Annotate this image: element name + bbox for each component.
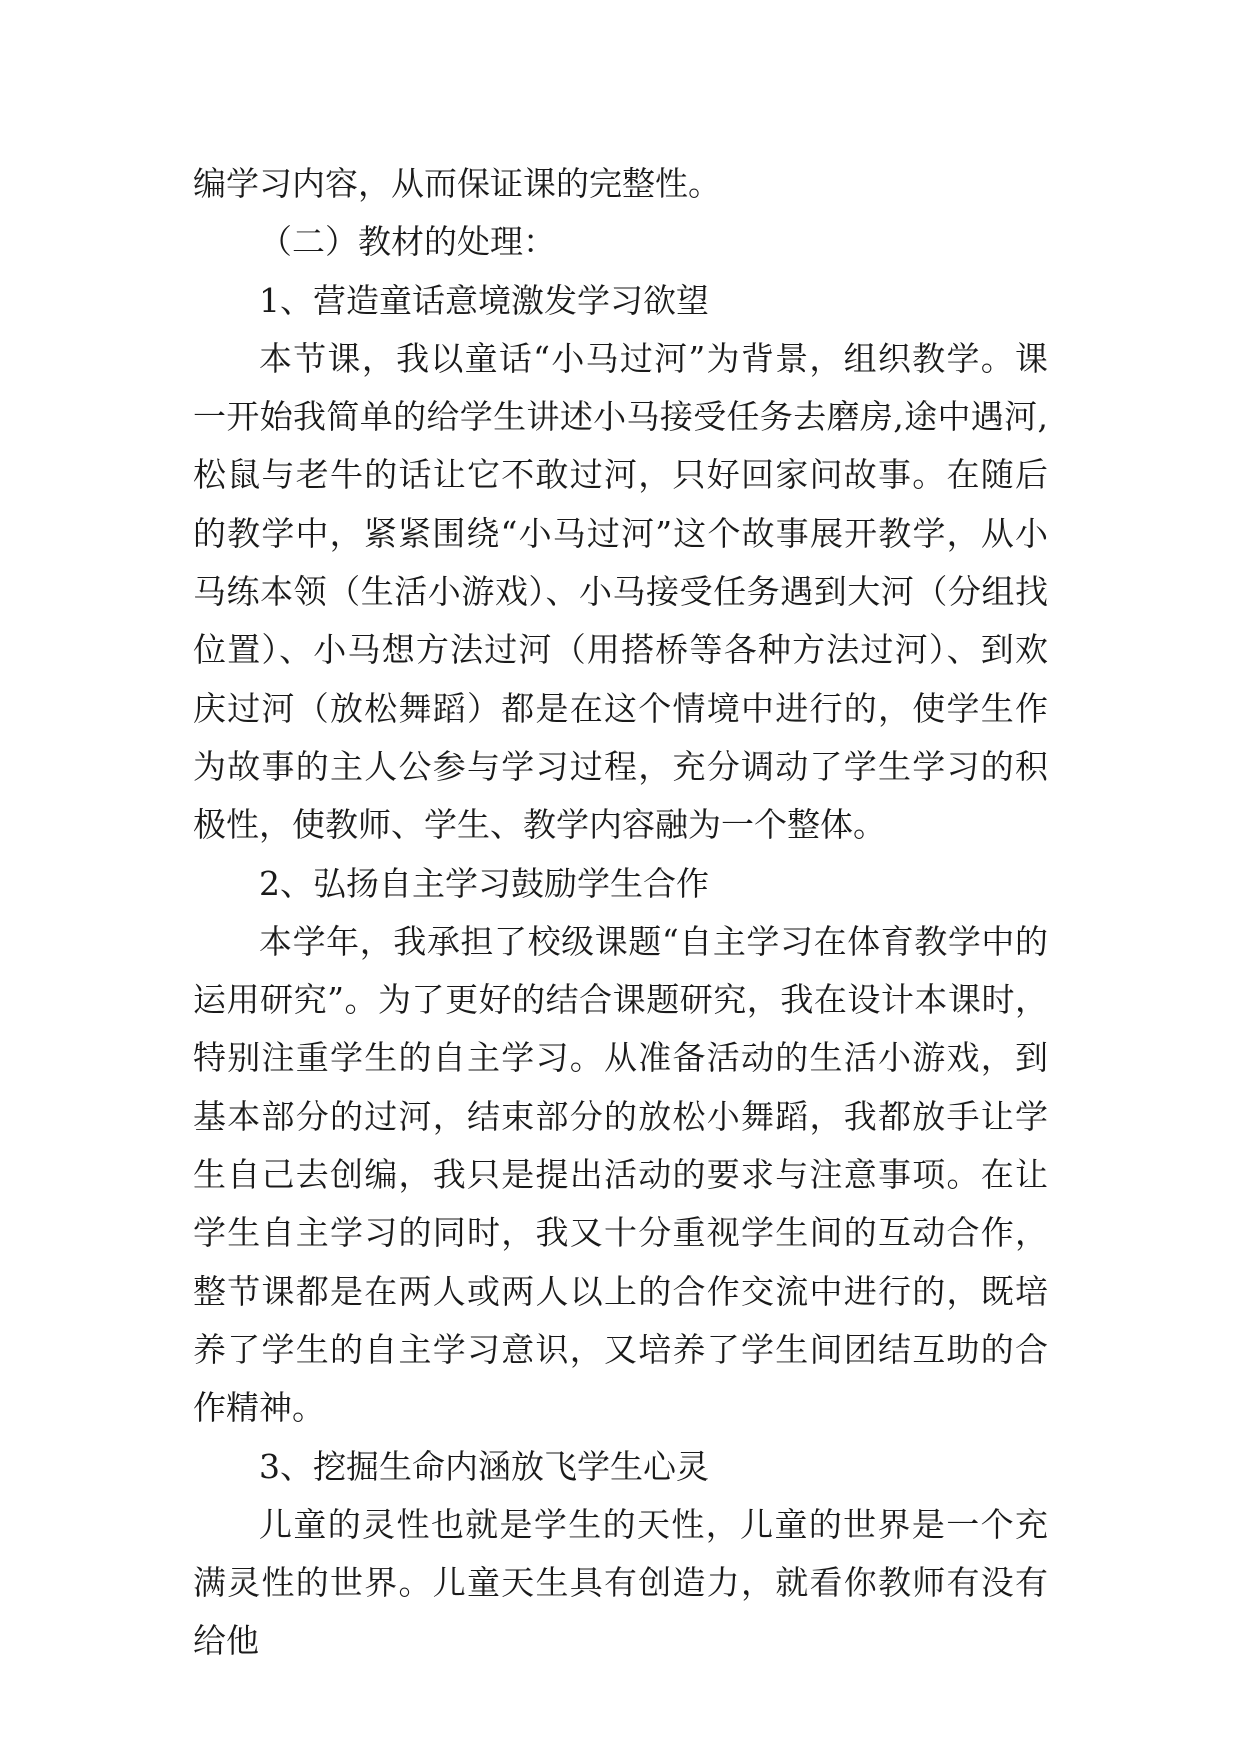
paragraph-continuation: 编学习内容，从而保证课的完整性。 [193, 164, 721, 203]
document-body [193, 155, 1048, 1671]
section-heading-textbook-handling: （二）教材的处理： [259, 222, 556, 262]
subheading-3: 3、挖掘生命内涵放飞学生心灵 [259, 1446, 709, 1486]
subheading-1: 1、营造童话意境激发学习欲望 [259, 280, 709, 320]
paragraph-3: 儿童的灵性也就是学生的天性，儿童的世界是一个充满灵性的世界。儿童天生具有创造力，就看你教师有没有给他 [193, 1504, 1048, 1661]
paragraph-2: 本学年，我承担了校级课题“自主学习在体育教学中的运用研究”。为了更好的结合课题研究，我在设计本课时，特别注重学生的自主学习。从准备活动的生活小游戏，到基本部分的过河，结束部分的放松小舞蹈，我都放手让学生自己去创编，我只是提出活动的要求与注意事项。在让学生自主学习的同时，我又十分重视学生间的互动合作，整节课都是在两人或两人以上的合作交流中进行的，既培养了学生的自主学习意识，又培养了学生间团结互助的合作精神。 [193, 921, 1048, 1428]
paragraph-1: 本节课，我以童话“小马过河”为背景，组织教学。课一开始我简单的给学生讲述小马接受任务去磨房,途中遇河,松鼠与老牛的话让它不敢过河，只好回家问故事。在随后的教学中，紧紧围绕“小马过河”这个故事展开教学，从小马练本领（生活小游戏）、小马接受任务遇到大河（分组找位置）、小马想方法过河（用搭桥等各种方法过河）、到欢庆过河（放松舞蹈）都是在这个情境中进行的，使学生作为故事的主人公参与学习过程，充分调动了学生学习的积极性，使教师、学生、教学内容融为一个整体。 [193, 338, 1048, 845]
subheading-2: 2、弘扬自主学习鼓励学生合作 [259, 863, 709, 903]
